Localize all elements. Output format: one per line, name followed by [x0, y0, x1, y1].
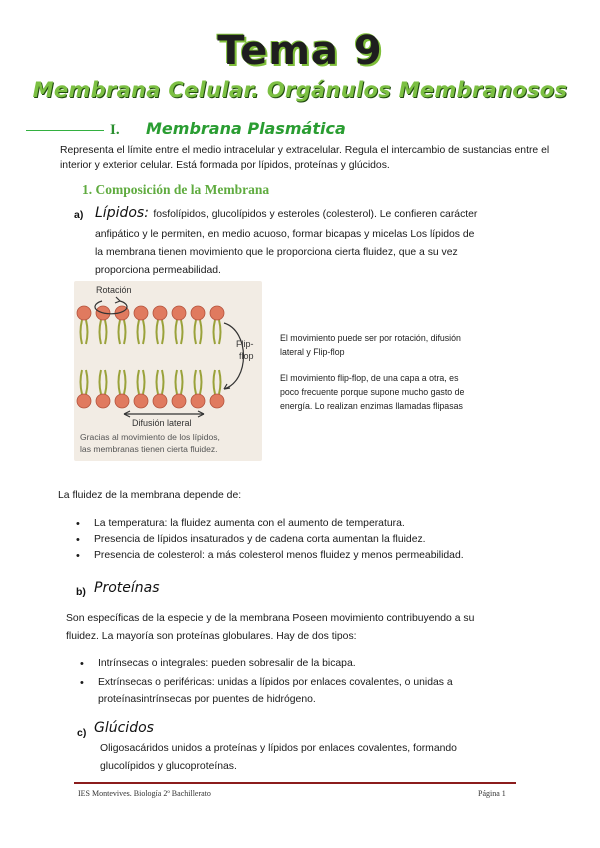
intro-line-2: interior y exterior celular. Está formada por lípidos, proteínas y glúcidos. [60, 160, 390, 171]
section-number: I. [110, 122, 120, 138]
item-c-line-1: Oligosacáridos unidos a proteínas y lípidos por enlaces covalentes, formando [100, 743, 457, 754]
lipid-tail [86, 320, 88, 344]
item-c-title: Glúcidos [94, 720, 154, 736]
lipid-head [172, 306, 186, 320]
item-a-line-4: proporciona permeabilidad. [95, 265, 221, 276]
composition-heading: 1. Composición de la Membrana [82, 182, 270, 197]
fluidity-intro: La fluidez de la membrana depende de: [58, 490, 242, 501]
lipid-head [134, 306, 148, 320]
lipid-tail [176, 370, 178, 394]
lipid-tail [162, 320, 164, 344]
footer-page-number: Página 1 [478, 789, 506, 798]
item-a-letter: a) [74, 209, 84, 221]
lipid-tail [124, 320, 126, 344]
footer-divider [74, 782, 516, 784]
figure-note-2-line-3: energía. Lo realizan enzimas llamadas flipasas [280, 401, 463, 411]
lipid-head [210, 306, 224, 320]
lipid-head [77, 306, 91, 320]
fluidity-item: • Presencia de colesterol: a más colesterol menos fluidez y menos permeabilidad. [76, 548, 464, 564]
protein-item: • Extrínsecas o periféricas: unidas a lípidos por enlaces covalentes, o unidas a [80, 674, 453, 692]
lipid-tail [143, 370, 145, 394]
lipid-tail [100, 370, 102, 394]
item-b-line-1: Son específicas de la especie y de la membrana Poseen movimiento contribuyendo a su [66, 613, 475, 624]
fluidity-list [76, 516, 464, 564]
page-subtitle: Membrana Celular. Orgánulos Membranosos [32, 78, 568, 102]
lipid-head [172, 394, 186, 408]
lipid-tail [157, 370, 159, 394]
protein-item: • Intrínsecas o integrales: pueden sobresalir de la bicapa. [80, 654, 453, 674]
lipid-tail [162, 370, 164, 394]
label-lateral: Difusión lateral [132, 418, 192, 428]
lipid-tail [138, 320, 140, 344]
lipid-head [134, 394, 148, 408]
lipid-tail [119, 320, 121, 344]
lipid-tail [195, 370, 197, 394]
lipid-tail [138, 370, 140, 394]
lipid-tail [200, 370, 202, 394]
item-a-heading [95, 204, 477, 222]
section-divider [26, 130, 104, 131]
membrane-figure [74, 281, 262, 461]
item-a-title: Lípidos: [95, 205, 149, 221]
protein-list [80, 654, 453, 692]
fluidity-item: • Presencia de lípidos insaturados y de cadena corta aumentan la fluidez. [76, 532, 464, 548]
intro-line-1: Representa el límite entre el medio intracelular y extracelular. Regula el intercambio de sustancias entre el [60, 145, 550, 156]
lipid-tail [157, 320, 159, 344]
item-a-line-2: anfipático y le permiten, en medio acuoso, formar bicapas y micelas Los lípidos de [95, 229, 475, 240]
figure-note-2-line-1: El movimiento flip-flop, de una capa a otra, es [280, 373, 459, 383]
lipid-tail [105, 320, 107, 344]
lower-lipid-layer [77, 370, 224, 408]
lipid-tail [181, 320, 183, 344]
fluidity-item: • La temperatura: la fluidez aumenta con el aumento de temperatura. [76, 516, 464, 532]
lipid-tail [214, 370, 216, 394]
lipid-tail [81, 320, 83, 344]
lipid-tail [105, 370, 107, 394]
figure-note-1-line-1: El movimiento puede ser por rotación, difusión [280, 333, 461, 343]
lipid-tail [219, 370, 221, 394]
figure-note-2-line-2: poco frecuente porque supone mucho gasto de [280, 387, 465, 397]
item-c-line-2: glucolípidos y glucoproteínas. [100, 761, 237, 772]
figure-note-1 [280, 331, 505, 359]
lipid-head [153, 394, 167, 408]
lipid-head [153, 306, 167, 320]
lipid-tail [143, 320, 145, 344]
figure-caption-1: Gracias al movimiento de los lípidos, [80, 432, 220, 442]
lipid-tail [100, 320, 102, 344]
lipid-tail [86, 370, 88, 394]
item-c-letter: c) [77, 727, 87, 739]
lipid-tail [195, 320, 197, 344]
label-flip: Flip- [236, 339, 254, 349]
lipid-head [115, 394, 129, 408]
lipid-head [210, 394, 224, 408]
figure-caption-2: las membranas tienen cierta fluidez. [80, 444, 218, 454]
lipid-head [191, 394, 205, 408]
item-b-line-2: fluidez. La mayoría son proteínas globulares. Hay de dos tipos: [66, 631, 357, 642]
lipid-head [191, 306, 205, 320]
lipid-head [77, 394, 91, 408]
lipid-tail [81, 370, 83, 394]
page-title: Tema 9 [217, 28, 383, 74]
lipid-tail [119, 370, 121, 394]
item-b-title: Proteínas [94, 580, 160, 596]
item-a-line-1: fosfolípidos, glucolípidos y esteroles (colesterol). Le confieren carácter [153, 209, 478, 220]
label-flop: flop [239, 351, 254, 361]
protein-item-cont: proteínasintrínsecas por puentes de hidrógeno. [98, 694, 316, 705]
lipid-head [96, 394, 110, 408]
lipid-bilayer-diagram [74, 281, 262, 461]
lipid-tail [176, 320, 178, 344]
lipid-tail [124, 370, 126, 394]
label-rotation: Rotación [96, 285, 132, 295]
item-a-line-3: la membrana tienen movimiento que le proporciona cierta fluidez, que a su vez [95, 247, 458, 258]
lipid-tail [219, 320, 221, 344]
lipid-tail [214, 320, 216, 344]
footer-left: IES Montevives. Biología 2º Bachillerato [78, 789, 211, 798]
figure-note-2 [280, 371, 505, 413]
lipid-tail [181, 370, 183, 394]
section-title: Membrana Plasmática [146, 119, 346, 138]
item-b-letter: b) [76, 586, 86, 598]
figure-note-1-line-2: lateral y Flip-flop [280, 347, 345, 357]
lipid-tail [200, 320, 202, 344]
